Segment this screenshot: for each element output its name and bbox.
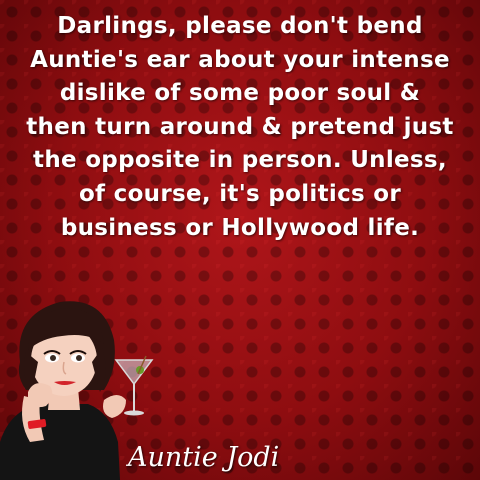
quote-line: of course, it's politics or <box>78 180 402 207</box>
quote-line: business or Hollywood life. <box>60 214 420 241</box>
quote-line: then turn around & pretend just <box>26 113 454 140</box>
quote-line: Darlings, please don't bend <box>57 13 423 39</box>
quote-line: Auntie's ear about your intense <box>30 46 450 73</box>
signature: Auntie Jodi <box>128 442 280 473</box>
quote-line: dislike of some poor soul & <box>59 80 421 107</box>
quote-text <box>8 10 472 245</box>
quote-line: the opposite in person. Unless, <box>33 147 447 174</box>
